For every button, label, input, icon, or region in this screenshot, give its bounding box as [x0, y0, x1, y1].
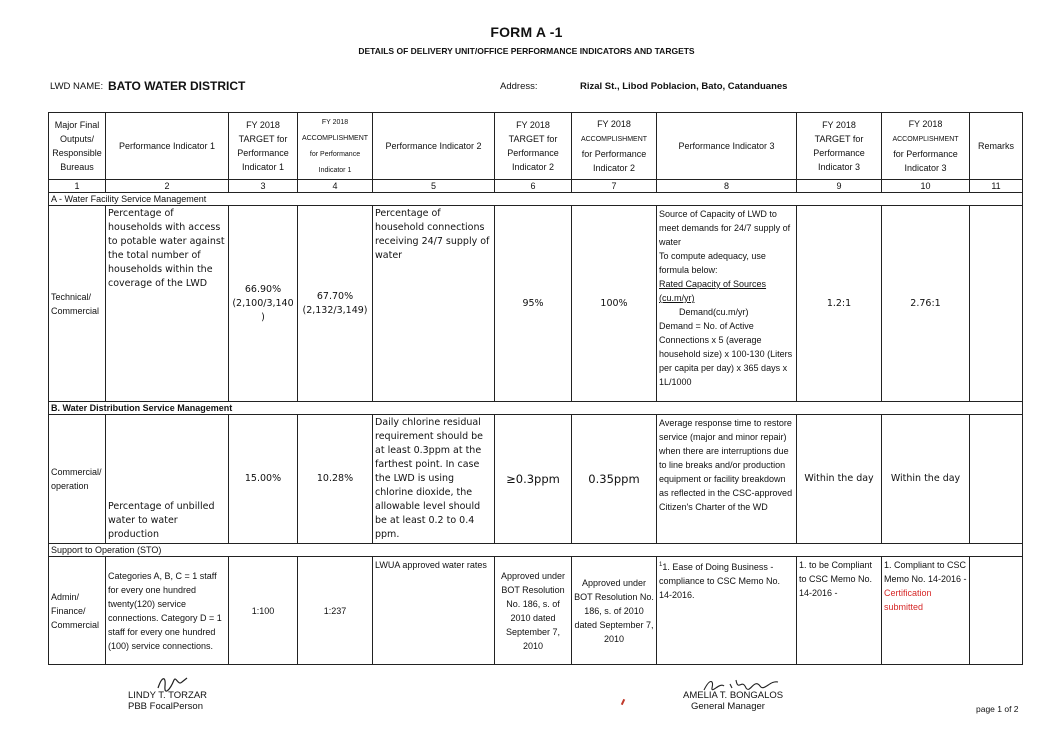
- signature-left: [128, 690, 207, 712]
- row-c-indicator-2: LWUA approved water rates: [373, 557, 495, 665]
- col-num: 9: [797, 180, 882, 193]
- col-header-8: Performance Indicator 3: [657, 113, 797, 180]
- address-label: Address:: [500, 81, 538, 92]
- row-b-accomplishment-1: 10.28%: [298, 415, 373, 544]
- section-c-row: [49, 544, 1023, 557]
- lwd-name-label: LWD NAME:: [50, 81, 104, 92]
- signature-right: [683, 690, 783, 712]
- col-num: 2: [106, 180, 229, 193]
- row-c-bureau: Admin/ Finance/ Commercial: [49, 557, 106, 665]
- section-b-label: B. Water Distribution Service Management: [49, 402, 1023, 415]
- section-a-label: A - Water Facility Service Management: [49, 193, 1023, 206]
- section-a-row: [49, 193, 1023, 206]
- column-number-row: [49, 180, 1023, 193]
- signatory-left-title: PBB FocalPerson: [128, 701, 203, 712]
- row-c-accomplishment-3: 1. Compliant to CSC Memo No. 14-2016 - Certification submitted: [882, 557, 970, 665]
- page-number: page 1 of 2: [976, 704, 1019, 714]
- row-a-remarks: [970, 206, 1023, 402]
- row-c-accomplishment-2: Approved under BOT Resolution No. 186, s. of 2010 dated September 7, 2010: [572, 557, 657, 665]
- table-row: [49, 415, 1023, 544]
- row-b-target-2: ≥0.3ppm: [495, 415, 572, 544]
- row-b-indicator-2: Daily chlorine residual requirement should be at least 0.3ppm at the farthest point. In case the LWD is using chlorine dioxide, the allowable level should be at least 0.2 to 0.4 ppm.: [373, 415, 495, 544]
- col-num: 7: [572, 180, 657, 193]
- row-b-remarks: [970, 415, 1023, 544]
- row-c-target-3: 1. to be Compliant to CSC Memo No. 14-2016 -: [797, 557, 882, 665]
- col-header-2: Performance Indicator 1: [106, 113, 229, 180]
- col-num: 5: [373, 180, 495, 193]
- row-a-indicator-3: Source of Capacity of LWD to meet demands for 24/7 supply of water To compute adequacy, use formula below: Rated Capacity of Sources (cu.m/yr) Demand(cu.m/yr) Demand = No. of Active Connections x 5 (average household size) x 100-130 (Liters per capita per day) x 365 days x 1L/1000: [657, 206, 797, 402]
- row-b-indicator-1: Percentage of unbilled water to water production: [106, 415, 229, 544]
- row-c-target-2: Approved under BOT Resolution No. 186, s. of 2010 dated September 7, 2010: [495, 557, 572, 665]
- row-a-target-2: 95%: [495, 206, 572, 402]
- row-b-bureau: Commercial/ operation: [49, 415, 106, 544]
- col-num: 6: [495, 180, 572, 193]
- section-c-label: Support to Operation (STO): [49, 544, 1023, 557]
- table-row: [49, 557, 1023, 665]
- row-a-target-3: 1.2:1: [797, 206, 882, 402]
- col-header-7: FY 2018 ACCOMPLISHMENT for Performance Indicator 2: [572, 113, 657, 180]
- form-subtitle: DETAILS OF DELIVERY UNIT/OFFICE PERFORMANCE INDICATORS AND TARGETS: [358, 46, 695, 56]
- lwd-name-value: BATO WATER DISTRICT: [108, 79, 246, 93]
- col-header-3: FY 2018 TARGET for Performance Indicator 1: [229, 113, 298, 180]
- col-num: 4: [298, 180, 373, 193]
- row-b-target-1: 15.00%: [229, 415, 298, 544]
- header-row: [49, 113, 1023, 180]
- row-c-accomplishment-1: 1:237: [298, 557, 373, 665]
- row-a-indicator-2: Percentage of household connections receiving 24/7 supply of water: [373, 206, 495, 402]
- col-num: 1: [49, 180, 106, 193]
- row-a-accomplishment-1: 67.70% (2,132/3,149): [298, 206, 373, 402]
- row-c-target-1: 1:100: [229, 557, 298, 665]
- row-a-accomplishment-3: 2.76:1: [882, 206, 970, 402]
- red-tick-mark: [621, 699, 625, 705]
- col-header-4: FY 2018 ACCOMPLISHMENT for Performance Indicator 1: [298, 113, 373, 180]
- col-num: 3: [229, 180, 298, 193]
- signatory-right-name: AMELIA T. BONGALOS: [683, 690, 784, 701]
- lwd-info-row: [50, 79, 1020, 95]
- col-header-11: Remarks: [970, 113, 1023, 180]
- row-a-bureau: Technical/ Commercial: [49, 206, 106, 402]
- col-header-6: FY 2018 TARGET for Performance Indicator 2: [495, 113, 572, 180]
- col-header-10: FY 2018 ACCOMPLISHMENT for Performance Indicator 3: [882, 113, 970, 180]
- col-num: 10: [882, 180, 970, 193]
- form-title: FORM A -1: [490, 24, 563, 40]
- col-num: 8: [657, 180, 797, 193]
- row-b-target-3: Within the day: [797, 415, 882, 544]
- section-b-row: [49, 402, 1023, 415]
- col-header-1: Major Final Outputs/ Responsible Bureaus: [49, 113, 106, 180]
- row-b-accomplishment-2: 0.35ppm: [572, 415, 657, 544]
- col-header-5: Performance Indicator 2: [373, 113, 495, 180]
- row-a-target-1: 66.90% (2,100/3,140 ): [229, 206, 298, 402]
- signatory-right-title: General Manager: [691, 701, 765, 712]
- col-header-9: FY 2018 TARGET for Performance Indicator 3: [797, 113, 882, 180]
- row-b-indicator-3: Average response time to restore service (major and minor repair) when there are interruptions due to line breaks and/or production equipment or facility breakdown as reflected in the CSC-approved Citizen's Charter of the WD: [657, 415, 797, 544]
- row-c-indicator-3: $^1$1. Ease of Doing Business - compliance to CSC Memo No. 14-2016.: [657, 557, 797, 665]
- address-value: Rizal St., Libod Poblacion, Bato, Catanduanes: [580, 81, 788, 92]
- row-c-remarks: [970, 557, 1023, 665]
- performance-table: [48, 112, 1023, 665]
- table-row: [49, 206, 1023, 402]
- signatory-left-name: LINDY T. TORZAR: [128, 690, 208, 701]
- row-a-indicator-1: Percentage of households with access to potable water against the total number of households within the coverage of the LWD: [106, 206, 229, 402]
- row-b-accomplishment-3: Within the day: [882, 415, 970, 544]
- row-a-accomplishment-2: 100%: [572, 206, 657, 402]
- col-num: 11: [970, 180, 1023, 193]
- row-c-indicator-1: Categories A, B, C = 1 staff for every one hundred twenty(120) service connections. Category D = 1 staff for every one hundred (100) service connections.: [106, 557, 229, 665]
